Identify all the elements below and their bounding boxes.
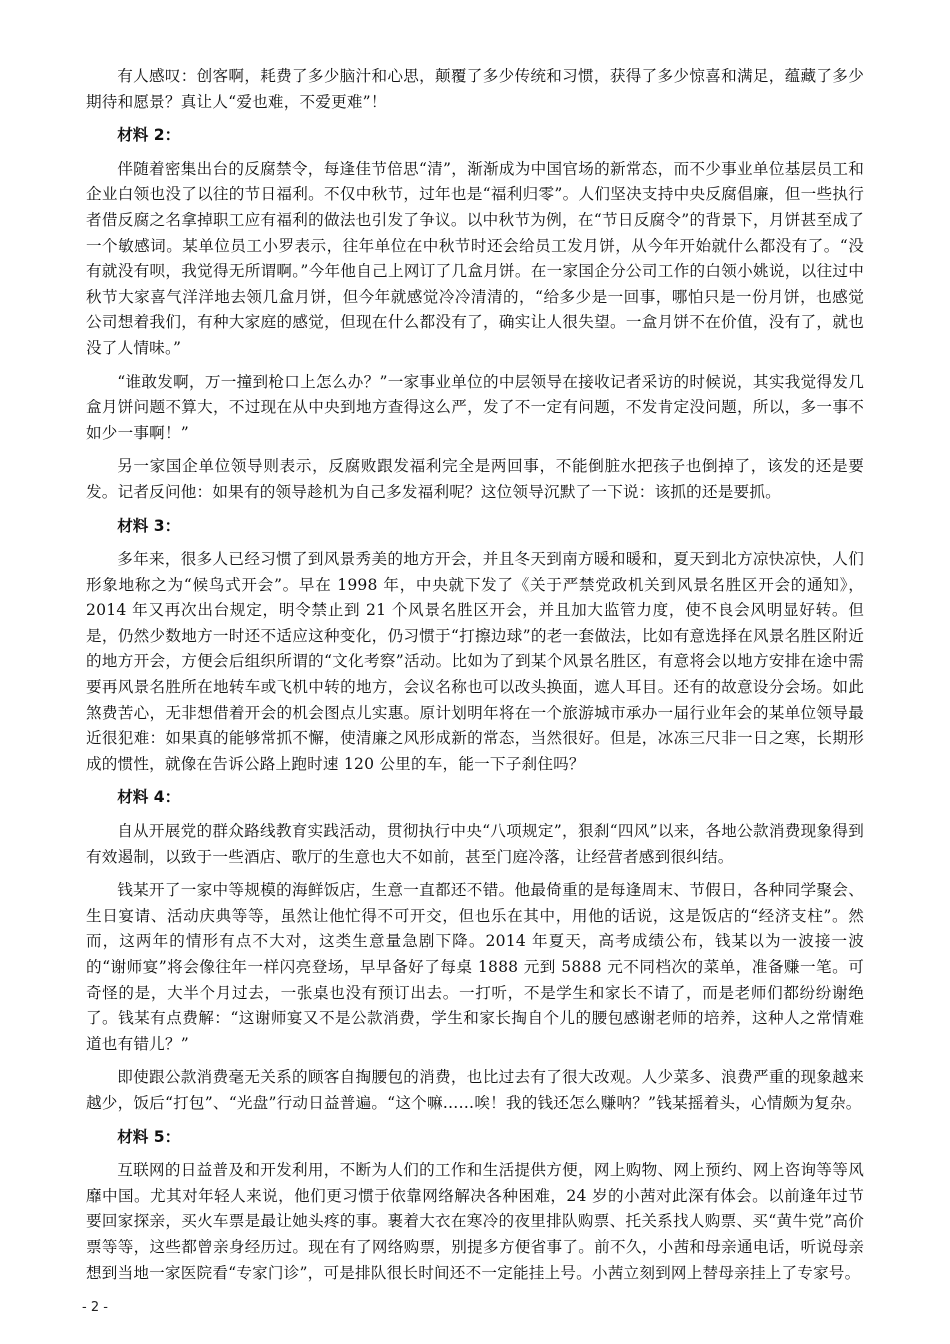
paragraph: 有人感叹：创客啊，耗费了多少脑汁和心思，颠覆了多少传统和习惯，获得了多少惊喜和满足，蕴藏了多少期待和愿景？真让人“爱也难，不爱更难”！ xyxy=(86,67,864,111)
page-number: - 2 - xyxy=(82,1300,108,1315)
paragraph: 即使跟公款消费毫无关系的顾客自掏腰包的消费，也比过去有了很大改观。人少菜多、浪费严重的现象越来越少，饭后“打包”、“光盘”行动日益普遍。“这个嘛……唉！我的钱还怎么赚呐？”钱某摇着头，心情颇为复杂。 xyxy=(86,1068,864,1112)
paragraph: 伴随着密集出台的反腐禁令，每逢佳节倍思“清”，渐渐成为中国官场的新常态，而不少事业单位基层员工和企业白领也没了以往的节日福利。不仅中秋节，过年也是“福利归零”。人们坚决支持中央反腐倡廉，但一些执行者借反腐之名拿掉职工应有福利的做法也引发了争议。以中秋节为例，在“节日反腐令”的背景下，月饼甚至成了一个敏感词。某单位员工小罗表示，往年单位在中秋节时还会给员工发月饼，从今年开始就什么都没有了。“没有就没有呗，我觉得无所谓啊。”今年他自己上网订了几盒月饼。在一家国企分公司工作的白领小姚说，以往过中秋节大家喜气洋洋地去领几盒月饼，但今年就感觉冷冷清清的，“给多少是一回事，哪怕只是一份月饼，也感觉公司想着我们，有种大家庭的感觉，但现在什么都没有了，确实让人很失望。一盒月饼不在价值，没有了，就也没了人情味。” xyxy=(86,159,864,357)
paragraph: 多年来，很多人已经习惯了到风景秀美的地方开会，并且冬天到南方暖和暖和，夏天到北方凉快凉快，人们形象地称之为“候鸟式开会”。早在 1998 年，中央就下发了《关于严禁党政机关到风景名胜区开会的通知》，2014 年又再次出台规定，明令禁止到 21 个风景名胜区开会，并且加大监管力度，使不良会风明显好转。但是，仍然少数地方一时还不适应这种变化，仍习惯于“打擦边球”的老一套做法，比如有意选择在风景名胜区附近的地方开会，方便会后组织所谓的“文化考察”活动。比如为了到某个风景名胜区，有意将会以地方安排在途中需要再风景名胜所在地转车或飞机中转的地方，会议名称也可以改头换面，遮人耳目。还有的故意设分会场。如此煞费苦心，无非想借着开会的机会图点儿实惠。原计划明年将在一个旅游城市承办一届行业年会的某单位领导最近很犯难：如果真的能够常抓不懈，使清廉之风形成新的常态，当然很好。但是，冰冻三尺非一日之寒，长期形成的惯性，就像在告诉公路上跑时速 120 公里的车，能一下子刹住吗？ xyxy=(86,550,864,773)
paragraph: “谁敢发啊，万一撞到枪口上怎么办？”一家事业单位的中层领导在接收记者采访的时候说，其实我觉得发几盒月饼问题不算大，不过现在从中央到地方查得这么严，发了不一定有问题，不发肯定没问题，所以，多一事不如少一事啊！” xyxy=(86,372,864,442)
paragraph: 钱某开了一家中等规模的海鲜饭店，生意一直都还不错。他最倚重的是每逢周末、节假日，各种同学聚会、生日宴请、活动庆典等等，虽然让他忙得不可开交，但也乐在其中，用他的话说，这是饭店的“经济支柱”。然而，这两年的情形有点不大对，这类生意量急剧下降。2014 年夏天，高考成绩公布，钱某以为一波接一波的“谢师宴”将会像往年一样闪亮登场，早早备好了每桌 1888 元到 5888 元不同档次的菜单，准备赚一笔。可奇怪的是，大半个月过去，一张桌也没有预订出去。一打听，不是学生和家长不请了，而是老师们都纷纷谢绝了。钱某有点费解：“这谢师宴又不是公款消费，学生和家长掏自个儿的腰包感谢老师的培养，这种人之常情难道也有错儿？” xyxy=(86,881,864,1053)
document-body xyxy=(86,64,864,1294)
section-heading-material-4: 材料 4： xyxy=(117,788,181,807)
paragraph: 互联网的日益普及和开发利用，不断为人们的工作和生活提供方便，网上购物、网上预约、网上咨询等等风靡中国。尤其对年轻人来说，他们更习惯于依靠网络解决各种困难，24 岁的小茜对此深有体会。以前逢年过节要回家探亲，买火车票是最让她头疼的事。裹着大衣在寒冷的夜里排队购票、托关系找人购票、买“黄牛党”高价票等等，这些都曾亲身经历过。现在有了网络购票，别提多方便省事了。前不久，小茜和母亲通电话，听说母亲想到当地一家医院看“专家门诊”，可是排队很长时间还不一定能挂上号。小茜立刻到网上替母亲挂上了专家号。 xyxy=(86,1161,864,1282)
section-heading-material-2: 材料 2： xyxy=(117,126,181,145)
paragraph: 另一家国企单位领导则表示，反腐败跟发福利完全是两回事，不能倒脏水把孩子也倒掉了，该发的还是要发。记者反问他：如果有的领导趁机为自己多发福利呢？这位领导沉默了一下说：该抓的还是要抓。 xyxy=(86,457,864,501)
paragraph: 自从开展党的群众路线教育实践活动，贯彻执行中央“八项规定”，狠刹“四风”以来，各地公款消费现象得到有效遏制，以致于一些酒店、歌厅的生意也大不如前，甚至门庭冷落，让经营者感到很纠结。 xyxy=(86,822,864,866)
section-heading-material-5: 材料 5： xyxy=(117,1127,181,1146)
section-heading-material-3: 材料 3： xyxy=(117,516,181,535)
